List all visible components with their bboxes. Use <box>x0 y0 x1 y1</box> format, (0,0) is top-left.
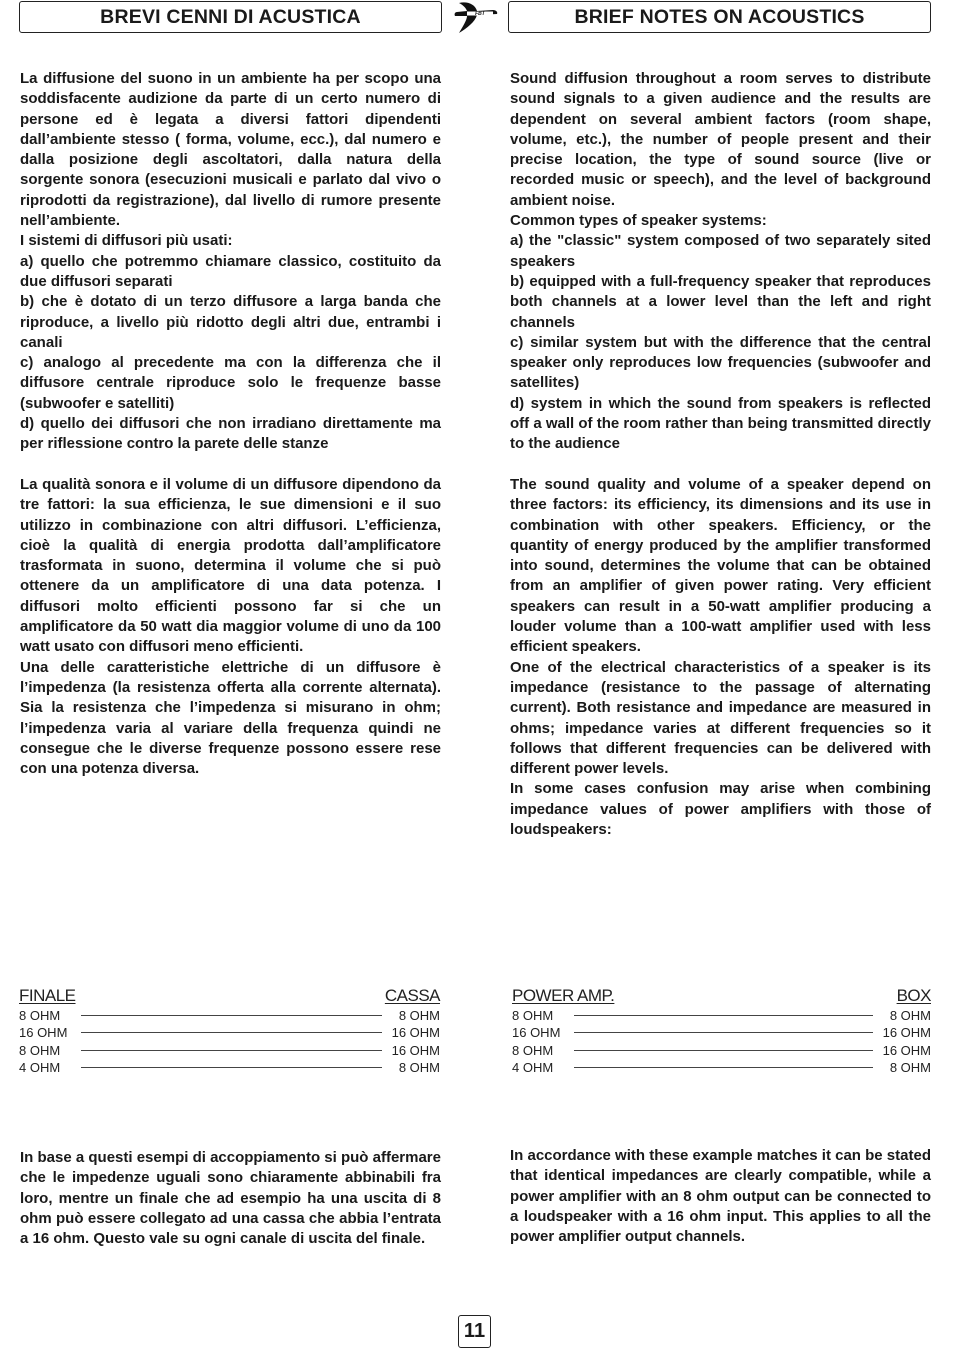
it-paragraph-system-c: c) analogo al precedente ma con la differenza che il diffusore centrale riproduce solo le frequenze basse (subwoofer e satelliti) <box>20 354 441 412</box>
paragraph-spacer <box>510 455 931 475</box>
english-conclusion <box>510 1146 931 1247</box>
it-paragraph-system-a: a) quello che potremmo chiamare classico, costituito da due diffusori separati <box>20 252 441 290</box>
italian-body-text <box>20 69 441 779</box>
logo-text: FBT <box>475 11 485 17</box>
amplifier-impedance: 8 OHM <box>19 1008 61 1024</box>
en-paragraph-quality: The sound quality and volume of a speaker depend on three factors: its efficiency, its dimensions and its use in combination with other speakers. Efficiency, or the quantity of energy produced by the amplifier transformed into sound, determines the volume that can be obtained from an amplifier of given power rating. Very efficient speakers can result in a 50-watt amplifier producing a louder volume than a 100-watt amplifier used with less efficient speakers. <box>510 475 931 656</box>
connection-line <box>81 1067 382 1068</box>
speaker-column-header: BOX <box>896 986 931 1005</box>
it-paragraph-system-b: b) che è dotato di un terzo diffusore a larga banda che riproduce, a livello più ridotto degli altri due, entrambi i canali <box>20 293 441 351</box>
table-header <box>19 985 440 1007</box>
amplifier-impedance: 4 OHM <box>512 1060 554 1076</box>
en-paragraph-system-d: d) system in which the sound from speakers is reflected off a wall of the room rather than being transmitted directly to the audience <box>510 394 931 453</box>
connection-line <box>574 1015 873 1016</box>
speaker-column-header: CASSA <box>384 986 440 1005</box>
table-row <box>512 1042 931 1059</box>
connection-line <box>81 1050 382 1051</box>
english-section-title: BRIEF NOTES ON ACOUSTICS <box>508 1 931 33</box>
en-paragraph-systems-heading: Common types of speaker systems: <box>510 212 767 230</box>
en-paragraph-system-b: b) equipped with a full-frequency speaker that reproduces both channels at a lower level than the left and right channels <box>510 272 931 331</box>
speaker-impedance: 16 OHM <box>391 1025 440 1041</box>
en-paragraph-system-a: a) the "classic" system composed of two separately sited speakers <box>510 232 931 270</box>
amplifier-impedance: 8 OHM <box>19 1042 61 1058</box>
amplifier-impedance: 16 OHM <box>19 1025 68 1041</box>
english-body-text <box>510 69 931 840</box>
amplifier-column-header: FINALE <box>19 986 76 1005</box>
amplifier-impedance: 8 OHM <box>512 1008 554 1024</box>
table-row <box>19 1024 440 1041</box>
en-paragraph-impedance: One of the electrical characteristics of a speaker is its impedance (resistance to the passage of alternating current). Both resistance and impedance are measured in ohms; impedance varies at different frequencies so it follows that different frequencies can be delivered with different power levels. <box>510 658 931 778</box>
speaker-impedance: 8 OHM <box>889 1008 931 1024</box>
fbt-logo-icon <box>453 0 499 36</box>
italian-impedance-table <box>19 985 440 1076</box>
table-row <box>512 1007 931 1024</box>
amplifier-column-header: POWER AMP. <box>512 986 615 1005</box>
amplifier-impedance: 4 OHM <box>19 1060 61 1076</box>
en-paragraph-intro: Sound diffusion throughout a room serves to distribute sound signals to a given audience and the results are dependent on several ambient factors (room shape, volume, etc.), the number of people present and their precise location, the type of sound source (live or recorded music or speech), and the level of background ambient noise. <box>510 70 931 209</box>
table-header <box>512 985 931 1007</box>
it-paragraph-intro: La diffusione del suono in un ambiente ha per scopo una soddisfacente audizione da parte di un certo numero di persone ed è legata a diversi fattori dipendenti dall’ambiente stesso ( forma, volume, ecc.), dal numero e dalla posizione degli ascoltatori, dalla natura della sorgente sonora (esecuzioni musicali e parlato dal vivo o riprodotti da registrazione), dal livello di rumore presente nell’ambiente. <box>20 70 441 230</box>
table-row <box>512 1059 931 1076</box>
speaker-impedance: 16 OHM <box>882 1025 931 1041</box>
english-impedance-table <box>512 985 931 1076</box>
italian-section-title: BREVI CENNI DI ACUSTICA <box>19 1 442 33</box>
amplifier-impedance: 8 OHM <box>512 1042 554 1058</box>
paragraph-spacer <box>20 455 441 475</box>
table-row <box>512 1024 931 1041</box>
table-row <box>19 1059 440 1076</box>
connection-line <box>81 1015 382 1016</box>
speaker-impedance: 8 OHM <box>889 1060 931 1076</box>
table-row <box>19 1007 440 1024</box>
amplifier-impedance: 16 OHM <box>512 1025 561 1041</box>
it-conclusion-text: In base a questi esempi di accoppiamento si può affermare che le impedenze uguali sono chiaramente abbinabili fra loro, mentre un finale che ad esempio ha una uscita di 8 ohm può essere collegato ad una cassa che abbia l’entrata a 16 ohm. Questo vale su ogni canale di uscita del finale. <box>20 1149 441 1248</box>
connection-line <box>81 1032 382 1033</box>
speaker-impedance: 8 OHM <box>398 1060 440 1076</box>
connection-line <box>574 1050 873 1051</box>
it-paragraph-system-d: d) quello dei diffusori che non irradiano direttamente ma per riflessione contro la parete delle stanze <box>20 415 441 453</box>
connection-line <box>574 1067 873 1068</box>
it-paragraph-impedance: Una delle caratteristiche elettriche di un diffusore è l’impedenza (la resistenza offerta alla corrente alternata). Sia la resistenza che l’impedenza si misurano in ohm; l’impedenza varia al variare della frequenza quindi ne consegue che le diverse frequenze possono essere rese con una potenza diversa. <box>20 658 441 778</box>
it-paragraph-systems-heading: I sistemi di diffusori più usati: <box>20 232 233 250</box>
speaker-impedance: 16 OHM <box>882 1042 931 1058</box>
italian-conclusion <box>20 1148 441 1249</box>
en-conclusion-text: In accordance with these example matches it can be stated that identical impedances are clearly compatible, while a power amplifier with an 8 ohm output can be connected to a loudspeaker with a 16 ohm input. This applies to all the power amplifier output channels. <box>510 1147 931 1246</box>
speaker-impedance: 16 OHM <box>391 1042 440 1058</box>
page-number: 11 <box>458 1315 491 1348</box>
table-row <box>19 1042 440 1059</box>
speaker-impedance: 8 OHM <box>398 1008 440 1024</box>
it-paragraph-quality: La qualità sonora e il volume di un diffusore dipendono da tre fattori: la sua efficienza, le sue dimensioni e il suo utilizzo in combinazione con altri diffusori. L’efficienza, cioè la qualità di energia prodotta dall’amplificatore trasformata in suono, determina il volume che si può ottenere da un amplificatore di una data potenza. I diffusori molto efficienti possono far si che un amplificatore da 50 watt dia maggior volume di uno da 100 watt usato con diffusori meno efficienti. <box>20 475 441 656</box>
connection-line <box>574 1032 873 1033</box>
en-paragraph-system-c: c) similar system but with the difference that the central speaker only reproduces low frequencies (subwoofer and satellites) <box>510 333 931 392</box>
en-paragraph-confusion: In some cases confusion may arise when combining impedance values of power amplifiers with those of loudspeakers: <box>510 780 931 838</box>
